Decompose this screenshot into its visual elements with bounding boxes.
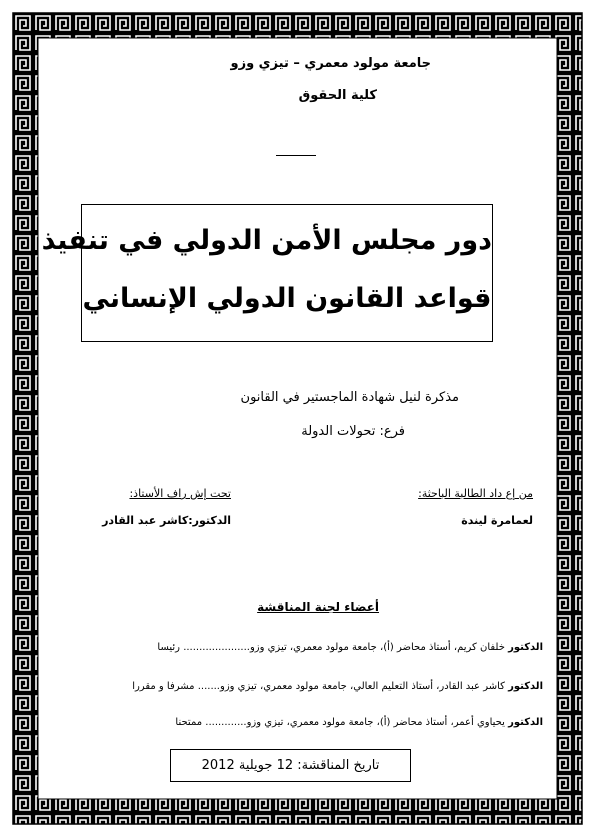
committee-member-1 (157, 642, 543, 653)
defense-date-box (170, 749, 411, 782)
member-details: خلفان كريم، أستاذ محاضر (أ)، جامعة مولود معمري، تيزي وزو..................... (183, 642, 505, 653)
student-label: من إع داد الطالبة الباحثة: (418, 487, 533, 500)
faculty-name: كلية الحقوق (298, 88, 377, 103)
committee-member-3 (175, 717, 543, 728)
student-name: لعمامرة ليندة (461, 514, 533, 527)
thesis-title-line-2: قواعد القانون الدولي الإنساني (82, 283, 492, 314)
title-page (41, 44, 551, 793)
divider (276, 155, 316, 156)
thesis-title-line-1: دور مجلس الأمن الدولي في تنفيذ (41, 225, 492, 256)
committee-member-2 (132, 681, 543, 692)
member-details: كاشر عبد القادر، أستاذ التعليم العالي، جامعة مولود معمري، تيزي وزو....... (197, 681, 505, 692)
supervisor-label: تحت إش راف الأستاذ: (129, 487, 231, 500)
member-details: يحياوي أعمر، أستاذ محاضر (أ)، جامعة مولود معمري، تيزي وزو............. (205, 717, 505, 728)
committee-heading: أعضاء لجنة المناقشة (257, 600, 379, 614)
member-role: ممتحنا (175, 717, 203, 728)
member-role: مشرفا و مقررا (132, 681, 195, 692)
member-role: رئيسا (157, 642, 180, 653)
university-name: جامعة مولود معمري – تيزي وزو (230, 56, 431, 71)
member-title: الدكتور (508, 642, 543, 653)
member-title: الدكتور (508, 681, 543, 692)
memo-branch: فرع: تحولات الدولة (301, 424, 405, 439)
supervisor-name: الدكتور:كاشر عبد القادر (102, 514, 231, 527)
defense-date: تاريخ المناقشة: 12 جويلية 2012 (201, 758, 380, 773)
member-title: الدكتور (508, 717, 543, 728)
thesis-title-box (41, 204, 493, 342)
memo-purpose: مذكرة لنيل شهادة الماجستير في القانون (240, 390, 459, 405)
